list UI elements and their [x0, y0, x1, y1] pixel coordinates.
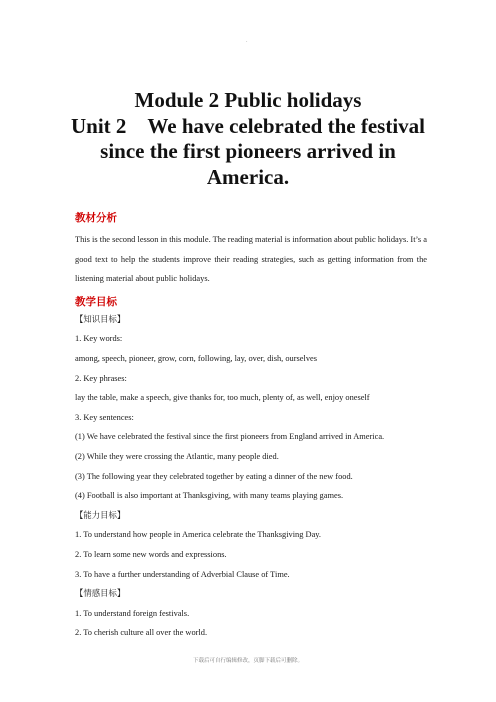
- analysis-text: This is the second lesson in this module. The reading material is information about public holidays. It’s a good text to help the students improve their reading strategies, such as getting information from the listening material about public holidays.: [75, 235, 427, 284]
- key-phrases-label: 2. Key phrases:: [75, 373, 127, 383]
- title-line-1: Module 2 Public holidays: [134, 88, 362, 112]
- key-sentences-label: 3. Key sentences:: [75, 412, 134, 422]
- page-title: [0, 88, 496, 190]
- top-mark: .: [246, 38, 248, 44]
- key-words: among, speech, pioneer, grow, corn, following, lay, over, dish, ourselves: [75, 353, 317, 363]
- emotion-objectives-label: 【情感目标】: [75, 588, 126, 599]
- key-sentence: (3) The following year they celebrated together by eating a dinner of the new food.: [75, 471, 353, 481]
- analysis-heading: 教材分析: [75, 212, 117, 224]
- knowledge-objectives-label: 【知识目标】: [75, 313, 126, 324]
- key-sentence: (2) While they were crossing the Atlantic, many people died.: [75, 451, 279, 461]
- title-line-4: America.: [206, 164, 290, 189]
- key-sentence: (4) Football is also important at Thanksgiving, with many teams playing games.: [75, 491, 344, 501]
- key-sentence: (1) We have celebrated the festival since the first pioneers from England arrived in America.: [75, 432, 385, 442]
- document-body: [75, 210, 427, 643]
- ability-item: 1. To understand how people in America celebrate the Thanksgiving Day.: [75, 530, 322, 540]
- emotion-item: 1. To understand foreign festivals.: [75, 608, 190, 618]
- title-line-3: since the first pioneers arrived in: [100, 139, 396, 163]
- emotion-item: 2. To cherish culture all over the world.: [75, 628, 208, 638]
- key-words-label: 1. Key words:: [75, 334, 123, 344]
- key-phrases: lay the table, make a speech, give thanks for, too much, plenty of, as well, enjoy oneself: [75, 393, 370, 403]
- objectives-heading: 教学目标: [75, 295, 117, 308]
- page-footer: 下载后可自行编辑修改，页脚下载后可删除。: [192, 658, 303, 664]
- title-line-2: Unit 2 We have celebrated the festival: [70, 113, 426, 138]
- ability-item: 3. To have a further understanding of Adverbial Clause of Time.: [75, 569, 290, 579]
- ability-item: 2. To learn some new words and expressions.: [75, 549, 227, 559]
- ability-objectives-label: 【能力目标】: [75, 509, 126, 520]
